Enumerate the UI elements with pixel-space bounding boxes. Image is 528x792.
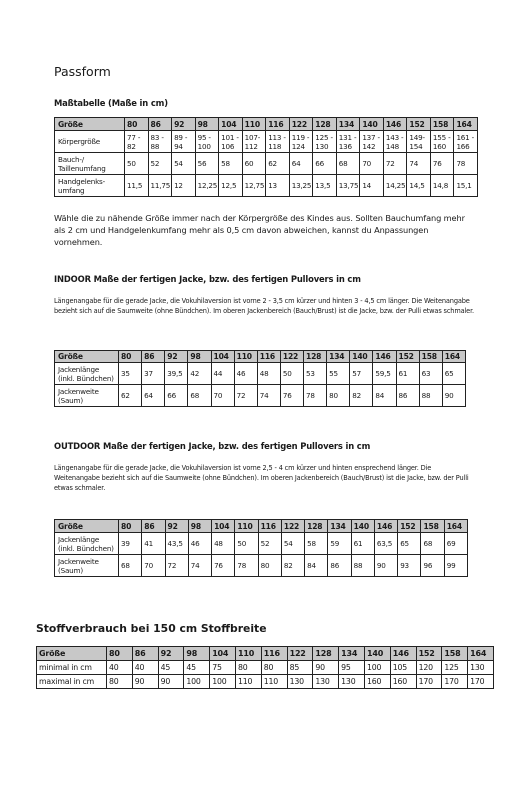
row-label-cell: Körpergröße bbox=[55, 131, 125, 153]
table-cell: 68 bbox=[188, 385, 211, 407]
table-row bbox=[55, 385, 466, 407]
row-label-cell: Jackenweite (Saum) bbox=[55, 555, 119, 577]
table-cell: 63 bbox=[419, 363, 442, 385]
table-cell: 53 bbox=[304, 363, 327, 385]
header-cell: 116 bbox=[266, 118, 290, 131]
header-cell: 134 bbox=[336, 118, 360, 131]
table-cell: 58 bbox=[305, 533, 328, 555]
table-cell: 113 - 118 bbox=[266, 131, 290, 153]
header-cell: 92 bbox=[165, 520, 188, 533]
table-cell: 42 bbox=[188, 363, 211, 385]
table-row bbox=[55, 533, 468, 555]
row-label-cell: Bauch-/ Taillenumfang bbox=[55, 153, 125, 175]
table-cell: 63,5 bbox=[374, 533, 397, 555]
header-cell: 116 bbox=[258, 520, 281, 533]
table-cell: 35 bbox=[119, 363, 142, 385]
table-cell: 62 bbox=[119, 385, 142, 407]
table-cell: 101 - 106 bbox=[219, 131, 243, 153]
table-cell: 14 bbox=[360, 175, 384, 197]
table-cell: 72 bbox=[234, 385, 257, 407]
table-header-row bbox=[55, 520, 468, 533]
header-cell: 98 bbox=[184, 647, 210, 661]
row-label-cell: Handgelenks- umfang bbox=[55, 175, 125, 197]
table-cell: 12,75 bbox=[242, 175, 266, 197]
table-cell: 39 bbox=[119, 533, 142, 555]
header-cell: 86 bbox=[132, 647, 158, 661]
table-cell: 90 bbox=[442, 385, 465, 407]
table-cell: 89 - 94 bbox=[172, 131, 196, 153]
table-cell: 13 bbox=[266, 175, 290, 197]
header-cell: 152 bbox=[396, 351, 419, 363]
table-cell: 52 bbox=[258, 533, 281, 555]
table-cell: 44 bbox=[211, 363, 234, 385]
table-cell: 107- 112 bbox=[242, 131, 266, 153]
header-cell: 134 bbox=[327, 351, 350, 363]
header-cell: 92 bbox=[172, 118, 196, 131]
table-cell: 65 bbox=[398, 533, 421, 555]
row-label-cell: minimal in cm bbox=[37, 661, 107, 675]
header-cell: 104 bbox=[212, 520, 235, 533]
table-cell: 88 bbox=[351, 555, 374, 577]
outdoor-heading: OUTDOOR Maße der fertigen Jacke, bzw. des fertigen Pullovers in cm bbox=[54, 441, 371, 451]
table-cell: 68 bbox=[336, 153, 360, 175]
table-cell: 76 bbox=[430, 153, 454, 175]
header-cell: 122 bbox=[281, 520, 304, 533]
table-cell: 57 bbox=[350, 363, 373, 385]
table-cell: 66 bbox=[313, 153, 337, 175]
table-cell: 45 bbox=[184, 661, 210, 675]
table-cell: 74 bbox=[188, 555, 211, 577]
table-cell: 74 bbox=[407, 153, 431, 175]
table-cell: 46 bbox=[188, 533, 211, 555]
header-cell: 110 bbox=[235, 647, 261, 661]
table-cell: 54 bbox=[172, 153, 196, 175]
table-cell: 12,25 bbox=[195, 175, 219, 197]
table-cell: 64 bbox=[289, 153, 313, 175]
table-cell: 149- 154 bbox=[407, 131, 431, 153]
header-cell: 128 bbox=[313, 647, 339, 661]
table-cell: 155 - 160 bbox=[430, 131, 454, 153]
row-label-cell: maximal in cm bbox=[37, 675, 107, 689]
header-cell: 152 bbox=[416, 647, 442, 661]
table-cell: 13,25 bbox=[289, 175, 313, 197]
stoff-table bbox=[36, 646, 494, 689]
table-cell: 130 bbox=[313, 675, 339, 689]
table-cell: 161 - 166 bbox=[454, 131, 478, 153]
table-cell: 76 bbox=[280, 385, 303, 407]
table-cell: 43,5 bbox=[165, 533, 188, 555]
table-cell: 66 bbox=[165, 385, 188, 407]
table-cell: 46 bbox=[234, 363, 257, 385]
indoor-table bbox=[54, 350, 466, 407]
table-cell: 131 - 136 bbox=[336, 131, 360, 153]
header-cell: 146 bbox=[390, 647, 416, 661]
table-cell: 85 bbox=[287, 661, 313, 675]
header-cell: 104 bbox=[211, 351, 234, 363]
table-cell: 78 bbox=[454, 153, 478, 175]
table-cell: 55 bbox=[327, 363, 350, 385]
header-cell: 152 bbox=[407, 118, 431, 131]
table-cell: 12,5 bbox=[219, 175, 243, 197]
page-title: Passform bbox=[54, 64, 111, 79]
outdoor-description: Längenangabe für die gerade Jacke, die Vokuhilaversion ist vorne 2,5 - 4 cm kürzer und hinten ensprechend länger. Die Weitenangabe bezieht sich auf die Saumweite (ohne Bündchen). Im oberen Jackenbereich (Bauch/Brust) ist die Jacke, bzw. der Pulli etwas schmaler. bbox=[54, 464, 469, 492]
header-cell: 146 bbox=[374, 520, 397, 533]
table-cell: 48 bbox=[212, 533, 235, 555]
table-cell: 110 bbox=[235, 675, 261, 689]
table-cell: 95 bbox=[339, 661, 365, 675]
table-cell: 170 bbox=[416, 675, 442, 689]
header-cell: 140 bbox=[360, 118, 384, 131]
table-cell: 14,5 bbox=[407, 175, 431, 197]
header-cell: 80 bbox=[119, 351, 142, 363]
table-row bbox=[37, 661, 494, 675]
table-cell: 130 bbox=[287, 675, 313, 689]
header-cell: 140 bbox=[351, 520, 374, 533]
table-cell: 45 bbox=[158, 661, 184, 675]
table-cell: 61 bbox=[396, 363, 419, 385]
table-cell: 37 bbox=[142, 363, 165, 385]
table-cell: 13,5 bbox=[313, 175, 337, 197]
table-cell: 86 bbox=[396, 385, 419, 407]
indoor-description: Längenangabe für die gerade Jacke, die Vokuhilaversion ist vorne 2 - 3,5 cm kürzer und hinten 3 - 4,5 cm länger. Die Weitenangabe bezieht sich auf die Saumweite (ohne Bündchen). Im oberen Jackenbereich (Bauch/Brust) ist die Jacke, bzw. der Pulli etwas schmaler. bbox=[54, 297, 474, 315]
header-cell: 110 bbox=[242, 118, 266, 131]
table-cell: 13,75 bbox=[336, 175, 360, 197]
table-cell: 80 bbox=[107, 675, 133, 689]
table-header-row bbox=[37, 647, 494, 661]
header-cell: 128 bbox=[305, 520, 328, 533]
table-cell: 69 bbox=[444, 533, 467, 555]
header-cell: 164 bbox=[468, 647, 494, 661]
table-cell: 76 bbox=[212, 555, 235, 577]
table-cell: 59,5 bbox=[373, 363, 396, 385]
table-cell: 68 bbox=[119, 555, 142, 577]
table-row bbox=[55, 175, 478, 197]
table-cell: 41 bbox=[142, 533, 165, 555]
header-cell: 92 bbox=[165, 351, 188, 363]
header-cell: Größe bbox=[37, 647, 107, 661]
masstabelle-heading: Maßtabelle (Maße in cm) bbox=[54, 98, 168, 108]
table-cell: 72 bbox=[165, 555, 188, 577]
header-cell: Größe bbox=[55, 118, 125, 131]
table-cell: 11,5 bbox=[125, 175, 149, 197]
table-cell: 74 bbox=[257, 385, 280, 407]
header-cell: 158 bbox=[430, 118, 454, 131]
table-cell: 80 bbox=[258, 555, 281, 577]
table-cell: 130 bbox=[468, 661, 494, 675]
table-cell: 40 bbox=[132, 661, 158, 675]
header-cell: 152 bbox=[398, 520, 421, 533]
table-cell: 70 bbox=[211, 385, 234, 407]
table-cell: 52 bbox=[148, 153, 172, 175]
table-cell: 77 - 82 bbox=[125, 131, 149, 153]
table-cell: 56 bbox=[195, 153, 219, 175]
table-cell: 59 bbox=[328, 533, 351, 555]
header-cell: Größe bbox=[55, 351, 119, 363]
header-cell: 116 bbox=[257, 351, 280, 363]
table-cell: 80 bbox=[327, 385, 350, 407]
table-cell: 80 bbox=[235, 661, 261, 675]
table-cell: 130 bbox=[339, 675, 365, 689]
table-cell: 125 bbox=[442, 661, 468, 675]
table-cell: 110 bbox=[261, 675, 287, 689]
table-cell: 12 bbox=[172, 175, 196, 197]
table-cell: 54 bbox=[281, 533, 304, 555]
table-header-row bbox=[55, 118, 478, 131]
table-cell: 82 bbox=[281, 555, 304, 577]
table-cell: 96 bbox=[421, 555, 444, 577]
header-cell: 134 bbox=[328, 520, 351, 533]
stoff-heading: Stoffverbrauch bei 150 cm Stoffbreite bbox=[36, 622, 267, 635]
table-cell: 15,1 bbox=[454, 175, 478, 197]
indoor-heading: INDOOR Maße der fertigen Jacke, bzw. des fertigen Pullovers in cm bbox=[54, 274, 361, 284]
header-cell: 86 bbox=[142, 520, 165, 533]
table-cell: 84 bbox=[305, 555, 328, 577]
header-cell: 104 bbox=[219, 118, 243, 131]
table-cell: 62 bbox=[266, 153, 290, 175]
table-cell: 70 bbox=[142, 555, 165, 577]
masstabelle-note: Wähle die zu nähende Größe immer nach der Körpergröße des Kindes aus. Sollten Bauchumfang mehr als 2 cm und Handgelenkumfang mehr als 0,5 cm davon abweichen, kannst du Anpassungen vornehmen. bbox=[54, 213, 465, 247]
table-cell: 170 bbox=[468, 675, 494, 689]
header-cell: 134 bbox=[339, 647, 365, 661]
table-cell: 105 bbox=[390, 661, 416, 675]
header-cell: 140 bbox=[364, 647, 390, 661]
table-cell: 64 bbox=[142, 385, 165, 407]
header-cell: 80 bbox=[107, 647, 133, 661]
table-row bbox=[55, 153, 478, 175]
header-cell: 98 bbox=[195, 118, 219, 131]
table-cell: 78 bbox=[235, 555, 258, 577]
masstabelle-table bbox=[54, 117, 478, 197]
header-cell: 110 bbox=[234, 351, 257, 363]
table-cell: 14,25 bbox=[383, 175, 407, 197]
table-cell: 90 bbox=[374, 555, 397, 577]
table-cell: 95 - 100 bbox=[195, 131, 219, 153]
table-cell: 99 bbox=[444, 555, 467, 577]
header-cell: 104 bbox=[210, 647, 236, 661]
table-cell: 125 - 130 bbox=[313, 131, 337, 153]
table-cell: 93 bbox=[398, 555, 421, 577]
table-cell: 160 bbox=[390, 675, 416, 689]
header-cell: 116 bbox=[261, 647, 287, 661]
header-cell: 122 bbox=[289, 118, 313, 131]
outdoor-table bbox=[54, 519, 468, 577]
table-row bbox=[55, 131, 478, 153]
table-cell: 120 bbox=[416, 661, 442, 675]
table-cell: 65 bbox=[442, 363, 465, 385]
header-cell: 122 bbox=[287, 647, 313, 661]
table-cell: 39,5 bbox=[165, 363, 188, 385]
table-cell: 90 bbox=[132, 675, 158, 689]
table-cell: 14,8 bbox=[430, 175, 454, 197]
table-cell: 86 bbox=[328, 555, 351, 577]
header-cell: 158 bbox=[419, 351, 442, 363]
table-row bbox=[37, 675, 494, 689]
header-cell: 86 bbox=[142, 351, 165, 363]
header-cell: 164 bbox=[454, 118, 478, 131]
table-cell: 72 bbox=[383, 153, 407, 175]
table-cell: 11,75 bbox=[148, 175, 172, 197]
table-cell: 100 bbox=[364, 661, 390, 675]
table-row bbox=[55, 363, 466, 385]
row-label-cell: Jackenweite (Saum) bbox=[55, 385, 119, 407]
header-cell: 146 bbox=[373, 351, 396, 363]
table-cell: 70 bbox=[360, 153, 384, 175]
table-cell: 143 - 148 bbox=[383, 131, 407, 153]
table-cell: 50 bbox=[280, 363, 303, 385]
header-cell: 80 bbox=[125, 118, 149, 131]
header-cell: 128 bbox=[313, 118, 337, 131]
header-cell: 128 bbox=[304, 351, 327, 363]
table-cell: 84 bbox=[373, 385, 396, 407]
table-cell: 60 bbox=[242, 153, 266, 175]
header-cell: 164 bbox=[442, 351, 465, 363]
table-cell: 88 bbox=[419, 385, 442, 407]
header-cell: 98 bbox=[188, 351, 211, 363]
header-cell: 98 bbox=[188, 520, 211, 533]
table-header-row bbox=[55, 351, 466, 363]
header-cell: 158 bbox=[442, 647, 468, 661]
header-cell: 110 bbox=[235, 520, 258, 533]
header-cell: Größe bbox=[55, 520, 119, 533]
header-cell: 122 bbox=[280, 351, 303, 363]
table-cell: 90 bbox=[313, 661, 339, 675]
header-cell: 158 bbox=[421, 520, 444, 533]
table-cell: 160 bbox=[364, 675, 390, 689]
table-cell: 78 bbox=[304, 385, 327, 407]
table-row bbox=[55, 555, 468, 577]
table-cell: 119 - 124 bbox=[289, 131, 313, 153]
header-cell: 146 bbox=[383, 118, 407, 131]
table-cell: 90 bbox=[158, 675, 184, 689]
table-cell: 50 bbox=[235, 533, 258, 555]
row-label-cell: Jackenlänge (inkl. Bündchen) bbox=[55, 363, 119, 385]
table-cell: 68 bbox=[421, 533, 444, 555]
table-cell: 75 bbox=[210, 661, 236, 675]
row-label-cell: Jackenlänge (inkl. Bündchen) bbox=[55, 533, 119, 555]
header-cell: 86 bbox=[148, 118, 172, 131]
table-cell: 40 bbox=[107, 661, 133, 675]
header-cell: 80 bbox=[119, 520, 142, 533]
header-cell: 164 bbox=[444, 520, 467, 533]
header-cell: 92 bbox=[158, 647, 184, 661]
table-cell: 61 bbox=[351, 533, 374, 555]
table-cell: 50 bbox=[125, 153, 149, 175]
table-cell: 137 - 142 bbox=[360, 131, 384, 153]
table-cell: 58 bbox=[219, 153, 243, 175]
table-cell: 82 bbox=[350, 385, 373, 407]
table-cell: 80 bbox=[261, 661, 287, 675]
table-cell: 100 bbox=[184, 675, 210, 689]
table-cell: 170 bbox=[442, 675, 468, 689]
table-cell: 83 - 88 bbox=[148, 131, 172, 153]
table-cell: 48 bbox=[257, 363, 280, 385]
header-cell: 140 bbox=[350, 351, 373, 363]
table-cell: 100 bbox=[210, 675, 236, 689]
